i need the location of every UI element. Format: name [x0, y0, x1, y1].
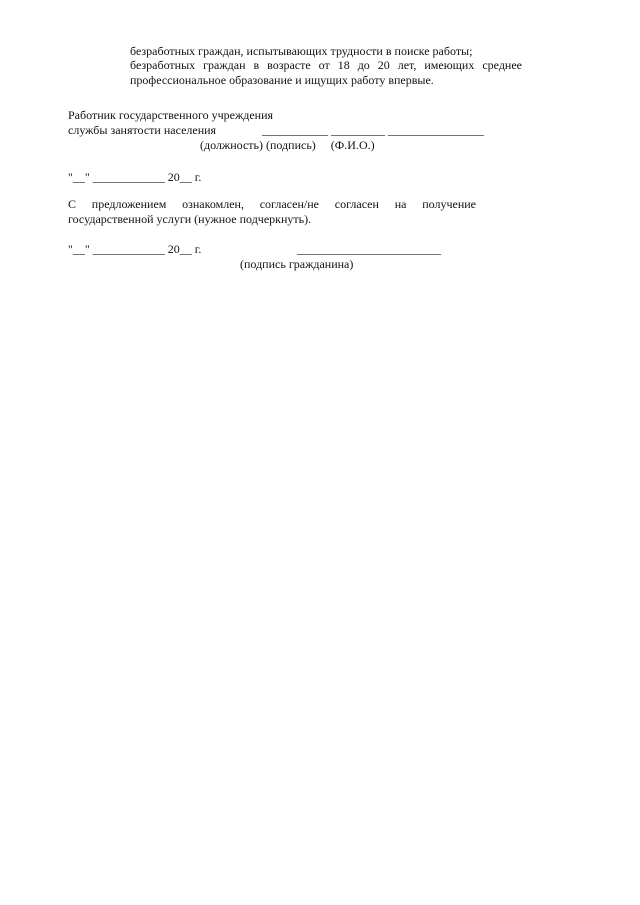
date-line-worker: "__" ____________ 20__ г.: [68, 170, 202, 184]
date-line-citizen: "__" ____________ 20__ г.: [68, 242, 202, 256]
consent-text-line2: государственной услуги (нужное подчеркнуть).: [68, 212, 312, 226]
consent-text-line1: С предложением ознакомлен, согласен/не согласен на получение: [68, 197, 476, 211]
citizen-signature-caption: (подпись гражданина): [240, 257, 354, 271]
worker-label-line2: службы занятости населения: [68, 123, 217, 137]
worker-signature-captions: (должность) (подпись) (Ф.И.О.): [200, 138, 375, 152]
list-item-unemployed-youth-line2: профессиональное образование и ищущих работу впервые.: [130, 73, 434, 87]
citizen-signature-blank: ________________________: [297, 242, 441, 256]
worker-signature-blanks: ___________ _________ ________________: [262, 123, 484, 137]
list-item-unemployed-difficulty: безработных граждан, испытывающих трудности в поиске работы;: [130, 44, 473, 58]
worker-label-line1: Работник государственного учреждения: [68, 108, 274, 122]
list-item-unemployed-youth-line1: безработных граждан в возрасте от 18 до 20 лет, имеющих среднее: [130, 58, 522, 72]
